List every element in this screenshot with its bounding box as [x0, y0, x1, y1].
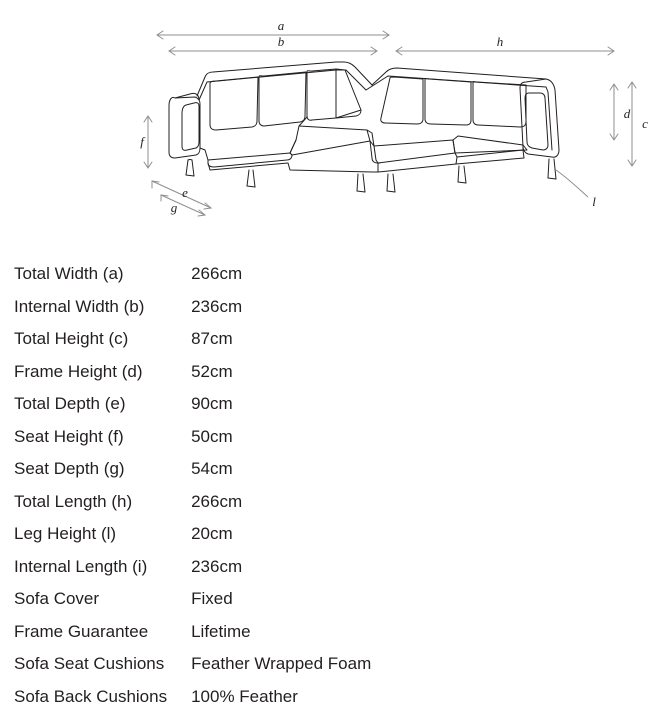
- spec-value: Lifetime: [191, 621, 251, 641]
- table-row: [14, 323, 654, 356]
- spec-value: 266cm: [191, 491, 243, 511]
- spec-label: Sofa Cover: [14, 589, 100, 608]
- spec-label: Internal Length (i): [14, 556, 148, 576]
- spec-value: 236cm: [191, 296, 243, 316]
- dimension-letter-f: f: [140, 134, 144, 149]
- spec-label: Total Height (c): [14, 329, 129, 348]
- table-row: [14, 453, 654, 486]
- spec-value: 90cm: [191, 394, 233, 413]
- table-row: [14, 421, 654, 454]
- spec-label: Sofa Seat Cushions: [14, 654, 165, 673]
- dimension-letter-g: g: [170, 200, 178, 215]
- table-row: [14, 583, 654, 616]
- sofa-diagram-svg: [0, 0, 671, 248]
- spec-value: Fixed: [191, 589, 233, 608]
- spec-label: Total Length (h): [14, 491, 133, 511]
- dimension-letter-l: l: [592, 194, 596, 209]
- table-row: [14, 356, 654, 389]
- spec-label: Leg Height (l): [14, 524, 117, 543]
- table-row: [14, 291, 654, 324]
- spec-value: 100% Feather: [191, 686, 298, 706]
- table-row: [14, 518, 654, 551]
- table-row: [14, 616, 654, 649]
- spec-value: 87cm: [191, 329, 233, 348]
- dimension-letter-h: h: [496, 34, 504, 49]
- specifications-section: [0, 258, 671, 713]
- specifications-table: [14, 258, 654, 713]
- spec-value: 54cm: [191, 459, 233, 478]
- spec-label: Sofa Back Cushions: [14, 686, 168, 706]
- table-row: [14, 388, 654, 421]
- spec-label: Internal Width (b): [14, 296, 145, 316]
- sofa-dimension-diagram: [0, 0, 671, 248]
- dimension-letter-c: c: [642, 116, 648, 131]
- table-row: [14, 551, 654, 584]
- dimension-letter-d: d: [623, 106, 631, 121]
- dimension-letter-a: a: [277, 18, 285, 33]
- spec-label: Frame Height (d): [14, 361, 143, 381]
- spec-value: 50cm: [191, 426, 233, 446]
- spec-label: Frame Guarantee: [14, 621, 149, 641]
- table-row: [14, 681, 654, 714]
- specifications-table-body: [14, 258, 654, 713]
- spec-label: Seat Depth (g): [14, 459, 125, 478]
- spec-label: Seat Height (f): [14, 426, 124, 446]
- spec-label: Total Width (a): [14, 264, 124, 283]
- table-row: [14, 486, 654, 519]
- table-row: [14, 648, 654, 681]
- spec-value: Feather Wrapped Foam: [191, 654, 372, 673]
- spec-value: 236cm: [191, 556, 243, 576]
- sofa-outline-group: [169, 62, 559, 192]
- spec-value: 266cm: [191, 264, 243, 283]
- spec-label: Total Depth (e): [14, 394, 126, 413]
- spec-value: 20cm: [191, 524, 233, 543]
- dimension-letter-b: b: [277, 34, 285, 49]
- dimension-letter-e: e: [182, 185, 188, 200]
- table-row: [14, 258, 654, 291]
- spec-value: 52cm: [191, 361, 233, 381]
